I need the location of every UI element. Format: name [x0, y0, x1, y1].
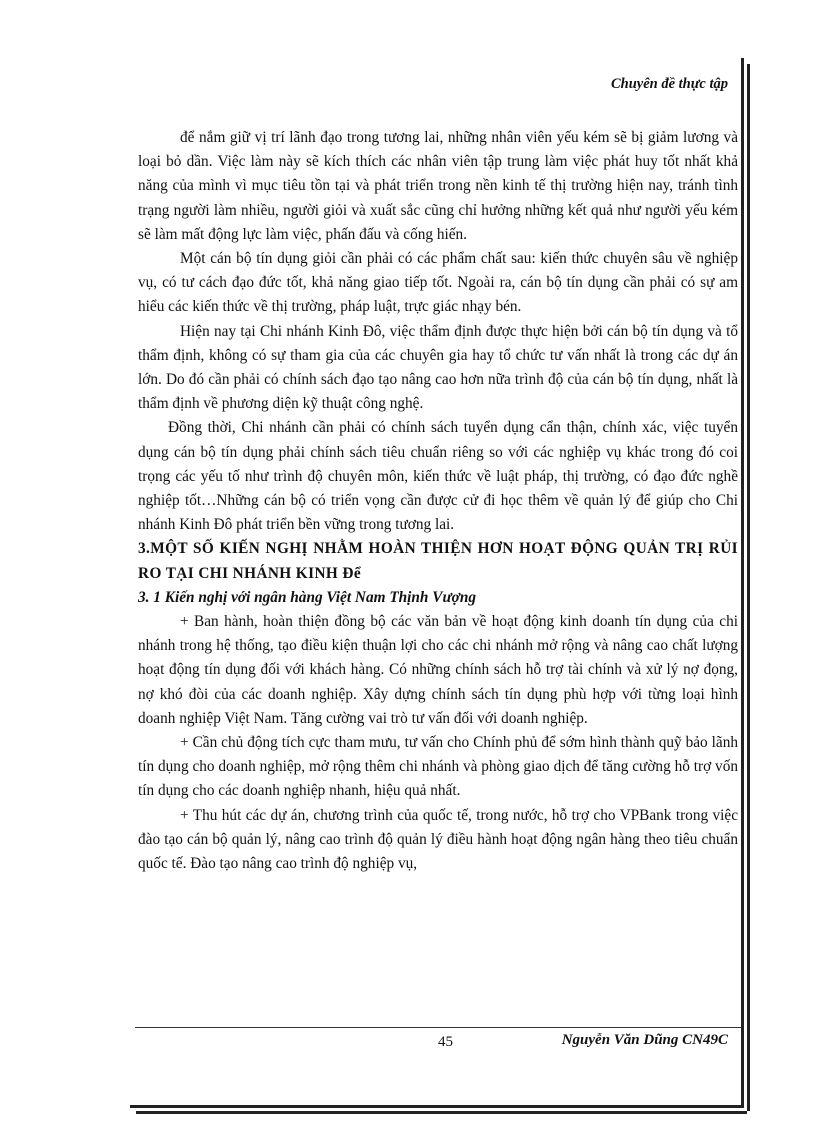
- page-number: 45: [438, 1034, 453, 1050]
- section-heading: 3.MỘT SỐ KIẾN NGHỊ NHẰM HOÀN THIỆN HƠN HOẠT ĐỘNG QUẢN TRỊ RỦI RO TẠI CHI NHÁNH KINH Để: [138, 540, 738, 582]
- footer-author: Nguyễn Văn Dũng CN49C: [561, 1032, 728, 1048]
- body-paragraph: Hiện nay tại Chi nhánh Kinh Đô, việc thẩm định được thực hiện bởi cán bộ tín dụng và tổ thẩm định, không có sự tham gia của các chuyên gia hay tổ chức tư vấn nhất là trong các dự án lớn. Do đó cần phải có chính sách đạo tạo nâng cao hơn nữa trình độ của cán bộ tín dụng, nhất là thẩm định về phương diện kỹ thuật công nghệ.: [138, 322, 738, 413]
- recommendation-paragraph: + Cần chủ động tích cực tham mưu, tư vấn cho Chính phủ để sớm hình thành quỹ bảo lãnh tín dụng cho doanh nghiệp, mở rộng thêm chi nhánh và phòng giao dịch để tăng cường hỗ trợ vốn tín dụng cho các doanh nghiệp nhanh, hiệu quả nhất.: [138, 734, 738, 800]
- body-paragraph: để nắm giữ vị trí lãnh đạo trong tương lai, những nhân viên yếu kém sẽ bị giảm lương và loại bỏ dần. Việc làm này sẽ kích thích các nhân viên tập trung làm việc phát huy tốt nhất khả năng của mình vì mục tiêu tồn tại và phát triển trong nền kinh tế thị trường hiện nay, tránh tình trạng người làm nhiều, người giỏi và xuất sắc cũng chỉ hưởng những kết quả như người yếu kém sẽ làm mất động lực làm việc, phấn đấu và cống hiến.: [138, 129, 738, 243]
- body-paragraph: Một cán bộ tín dụng giỏi cần phải có các phẩm chất sau: kiến thức chuyên sâu về nghiệp vụ, có tư cách đạo đức tốt, khả năng giao tiếp tốt. Ngoài ra, cán bộ tín dụng cần phải có sự am hiểu các kiến thức về thị trường, pháp luật, trực giác nhạy bén.: [138, 250, 738, 316]
- footer-divider: [135, 1027, 741, 1028]
- recommendation-paragraph: + Ban hành, hoàn thiện đồng bộ các văn bản về hoạt động kinh doanh tín dụng của chi nhánh trong hệ thống, tạo điều kiện thuận lợi cho các chi nhánh mở rộng và nâng cao chất lượng hoạt động tín dụng đối với khách hàng. Có những chính sách hỗ trợ tài chính và xử lý nợ đọng, nợ khó đòi của các doanh nghiệp. Xây dựng chính sách tín dụng phù hợp với từng loại hình doanh nghiệp Việt Nam. Tăng cường vai trò tư vấn đối với doanh nghiệp.: [138, 613, 738, 727]
- document-body: [138, 126, 738, 876]
- recommendation-paragraph: + Thu hút các dự án, chương trình của quốc tế, trong nước, hỗ trợ cho VPBank trong việc đào tạo cán bộ quản lý, nâng cao trình độ quản lý điều hành hoạt động ngân hàng theo tiêu chuẩn quốc tế. Đào tạo nâng cao trình độ nghiệp vụ,: [138, 806, 738, 873]
- running-header: Chuyên đề thực tập: [610, 76, 728, 92]
- subsection-heading: 3. 1 Kiến nghị với ngân hàng Việt Nam Thịnh Vượng: [138, 588, 476, 606]
- body-paragraph: Đồng thời, Chi nhánh cần phải có chính sách tuyển dụng cẩn thận, chính xác, việc tuyển dụng cán bộ tín dụng phải chính sách tiêu chuẩn riêng so với các nghiệp vụ khác trong đó coi trọng các yếu tố như trình độ chuyên môn, kiến thức về luật pháp, thị trường, có đạo đức nghề nghiệp tốt…Những cán bộ có triển vọng cần được cử đi học thêm về quản lý để giúp cho Chi nhánh Kinh Đô phát triển bền vững trong tương lai.: [138, 419, 738, 534]
